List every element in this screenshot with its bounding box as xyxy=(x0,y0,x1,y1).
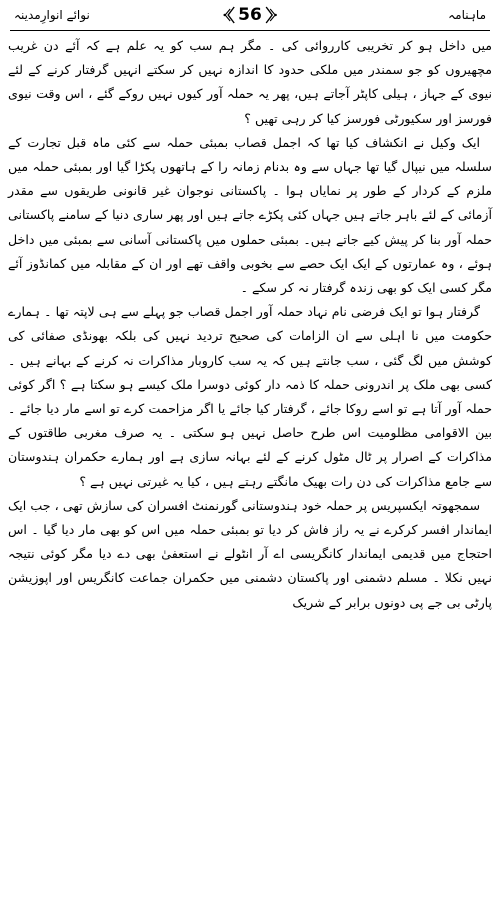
page-number: 56 xyxy=(238,5,262,25)
header-divider xyxy=(10,30,490,31)
magazine-subtitle: نوائے انوارِمدینہ xyxy=(14,8,90,22)
ornament-left-icon xyxy=(223,6,235,24)
magazine-title: ماہنامہ xyxy=(448,8,486,22)
paragraph-2: ایک وکیل نے انکشاف کیا تھا کہ اجمل قصاب بمبئی حملہ سے کئی ماہ قبل تجارت کے سلسلہ میں نیپال گیا تھا جہاں سے وہ بدنام زمانہ را کے ہاتھوں پکڑا گیا اور بمبئی حملہ میں ملزم کے کردار کے طور پر نمایاں ہوا ۔ پاکستانی نوجوان غیر قانونی طریقوں سے مقدر آزمائی کے لئے باہر جاتے ہیں جہاں کئی پکڑے جاتے ہیں اور پھر ساری دنیا کے سامنے پاکستانی حملہ آور بنا کر پیش کیے جاتے ہیں۔ بمبئی حملوں میں پاکستانی آسانی سے بمبئی میں داخل ہوئے ، وہ عمارتوں کے ایک ایک حصے سے بخوبی واقف تھے اور ان کے مقابلہ میں کمانڈوز آئے مگر کسی ایک کو بھی زندہ گرفتار نہ کر سکے ۔ xyxy=(8,134,492,296)
ornament-right-icon xyxy=(265,6,277,24)
article-body xyxy=(8,34,492,908)
paragraph-4: سمجھوتہ ایکسپریس پر حملہ خود ہندوستانی گورنمنٹ افسران کی سازش تھی ، جب ایک ایماندار افسر کرکرے نے یہ راز فاش کر دیا تو بمبئی حملہ میں اس کو بھی مار دیا گیا ۔ اس احتجاج میں قدیمی ایماندار کانگریسی اے آر انٹولے نے استعفیٰ بھی دے دیا مگر کوئی نتیجہ نہیں نکلا ۔ مسلم دشمنی اور پاکستان دشمنی میں حکمران جماعت کانگریس اور اپوزیشن پارٹی بی جے پی دونوں برابر کے شریک xyxy=(8,497,492,610)
page-number-ornament xyxy=(223,2,277,28)
page-header xyxy=(10,2,490,32)
paragraph-1: میں داخل ہو کر تخریبی کارروائی کی ۔ مگر ہم سب کو یہ علم ہے کہ آئے دن غریب مچھیروں کو جو سمندر میں ملکی حدود کا اندازہ نہیں کر سکتے انہیں گرفتار کرنے کے لئے نیوی کے جہاز ، ہیلی کاپٹر آجاتے ہیں، پھر یہ حملہ آور کیوں نہیں روکے گئے ، اس وقت نیوی فورسز اور سکیورٹی فورسز کیا کر رہی تھیں ؟ xyxy=(8,38,492,126)
paragraph-3: گرفتار ہوا تو ایک فرضی نام نہاد حملہ آور اجمل قصاب جو پہلے سے ہی لاپتہ تھا ۔ ہمارے حکومت میں نا اہلی سے ان الزامات کی صحیح تردید نہیں کی بلکہ بھونڈی صفائی کی کوشش میں لگ گئی ، سب جانتے ہیں کہ یہ سب کاروبار مذاکرات نہ کرنے کے بہانے ہیں ۔ کسی بھی ملک پر اندرونی حملہ کا ذمہ دار کوئی دوسرا ملک کیسے ہو سکتا ہے ؟ اگر کوئی حملہ آور آتا ہے تو اسے روکا جائے ، گرفتار کیا جائے یا اگر مزاحمت کرے تو اسے مار دیا جائے ۔ بین الاقوامی مظلومیت اس طرح حاصل نہیں ہو سکتی ۔ یہ صرف مغربی طاقتوں کے مذاکرات کے اصرار پر ٹال مٹول کرنے کے لئے بہانہ سازی ہے اور ہمارے حکمران ہندوستان سے جامع مذاکرات کی دن رات بھیک مانگتے رہتے ہیں ، کیا یہ غیرتی نہیں ہے ؟ xyxy=(8,304,492,489)
